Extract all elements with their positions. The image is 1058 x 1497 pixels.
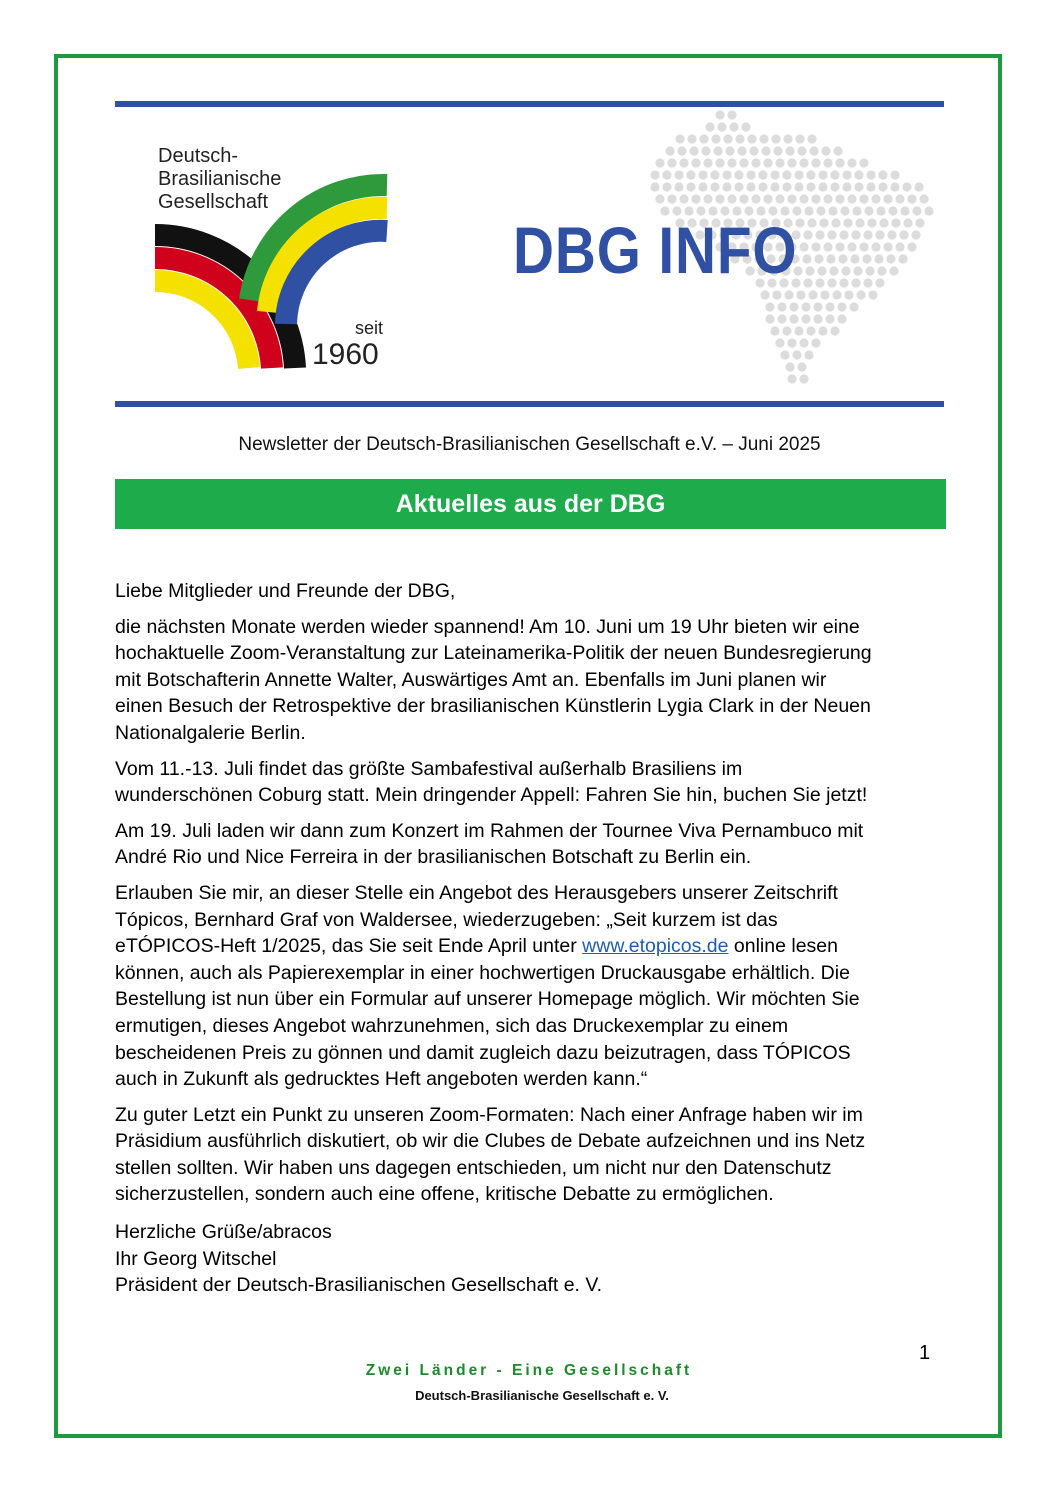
p4-line: bescheidenen Preis zu gönnen und damit zugleich dazu beizutragen, dass TÓPICOS <box>115 1041 851 1064</box>
p4-line: auch in Zukunft als gedrucktes Heft angeboten werden kann.“ <box>115 1068 648 1091</box>
p2-line: wunderschönen Coburg statt. Mein dringender Appell: Fahren Sie hin, buchen Sie jetzt! <box>115 784 868 807</box>
p3-line: André Rio und Nice Ferreira in der brasilianischen Botschaft zu Berlin ein. <box>115 846 752 869</box>
signature-line: Präsident der Deutsch-Brasilianischen Gesellschaft e. V. <box>115 1274 603 1297</box>
letter-body <box>115 578 950 1308</box>
dbg-logo <box>150 140 400 375</box>
paragraph-5 <box>115 1102 950 1208</box>
newsletter-title: DBG INFO <box>513 213 798 287</box>
p1-line: Nationalgalerie Berlin. <box>115 721 306 744</box>
logo-line-3: Gesellschaft <box>158 191 269 213</box>
greeting: Liebe Mitglieder und Freunde der DBG, <box>115 580 456 602</box>
header-rule-bottom <box>115 401 944 407</box>
p5-line: Präsidium ausführlich diskutiert, ob wir die Clubes de Debate aufzeichnen und ins Netz <box>115 1130 866 1153</box>
logo-line-1: Deutsch- <box>158 145 239 167</box>
logo-wordmark <box>158 145 281 214</box>
p1-line: hochaktuelle Zoom-Veranstaltung zur Lateinamerika-Politik der neuen Bundesregierung <box>115 642 872 665</box>
p5-line: Zu guter Letzt ein Punkt zu unseren Zoom-Formaten: Nach einer Anfrage haben wir im <box>115 1103 863 1126</box>
signature <box>115 1219 950 1299</box>
page-number: 1 <box>919 1342 931 1364</box>
p4-line: Bestellung ist nun über ein Formular auf unserer Homepage möglich. Wir möchten Sie <box>115 988 860 1011</box>
p5-line: stellen sollten. Wir haben uns dagegen entschieden, um nicht nur den Datenschutz <box>115 1156 832 1179</box>
paragraph-3 <box>115 818 950 871</box>
footer-organization: Deutsch-Brasilianische Gesellschaft e. V. <box>415 1388 669 1403</box>
p5-line: sicherzustellen, sondern auch eine offene, kritische Debatte zu ermöglichen. <box>115 1183 774 1206</box>
p4-line: ermutigen, dieses Angebot wahrzunehmen, sich das Druckexemplar zu einem <box>115 1014 789 1037</box>
p4-line: Erlauben Sie mir, an dieser Stelle ein Angebot des Herausgebers unserer Zeitschrift <box>115 881 838 904</box>
paragraph-2 <box>115 756 950 809</box>
p1-line: einen Besuch der Retrospektive der brasilianischen Künstlerin Lygia Clark in der Neuen <box>115 695 871 718</box>
footer-motto: Zwei Länder - Eine Gesellschaft <box>365 1362 693 1379</box>
p4-line-with-link: eTÓPICOS-Heft 1/2025, das Sie seit Ende April unter www.etopicos.de online lesen <box>115 935 838 958</box>
p4-line: können, auch als Papierexemplar in einer hochwertigen Druckausgabe erhältlich. Die <box>115 961 850 984</box>
paragraph-1 <box>115 614 950 747</box>
p3-line: Am 19. Juli laden wir dann zum Konzert im Rahmen der Tournee Viva Pernambuco mit <box>115 819 864 842</box>
etopicos-link[interactable]: www.etopicos.de <box>582 935 729 958</box>
paragraph-4 <box>115 880 950 1093</box>
p2-line: Vom 11.-13. Juli findet das größte Sambafestival außerhalb Brasiliens im <box>115 757 743 780</box>
logo-line-2: Brasilianische <box>158 168 282 190</box>
p4-line: Tópicos, Bernhard Graf von Waldersee, wiederzugeben: „Seit kurzem ist das <box>115 908 778 931</box>
logo-seit: seit <box>355 318 384 338</box>
signature-line: Ihr Georg Witschel <box>115 1247 277 1270</box>
section-banner: Aktuelles aus der DBG <box>115 479 946 529</box>
newsletter-subtitle: Newsletter der Deutsch-Brasilianischen Gesellschaft e.V. – Juni 2025 <box>238 434 821 455</box>
p1-line: die nächsten Monate werden wieder spannend! Am 10. Juni um 19 Uhr bieten wir eine <box>115 615 860 638</box>
logo-year: 1960 <box>312 338 379 371</box>
signature-line: Herzliche Grüße/abracos <box>115 1221 332 1244</box>
p1-line: mit Botschafterin Annette Walter, Auswärtiges Amt an. Ebenfalls im Juni planen wir <box>115 668 827 691</box>
